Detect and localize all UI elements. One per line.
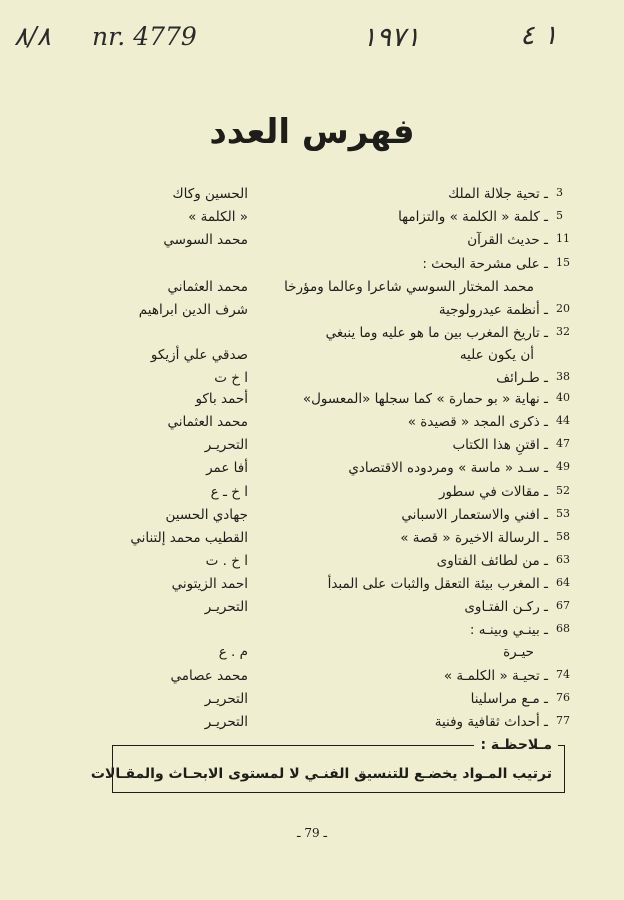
toc-row [0,599,624,621]
toc-row [0,530,624,552]
toc-article-title: ـ من لطائف الفتاوى [436,553,548,569]
toc-page-number: 63 [556,553,570,566]
note-text: ترتيب المـواد يخضـع للتنسيق الفنـي لا لمستوى الابحـاث والمقـالات [90,766,552,782]
handwritten-mark-left: ٨/٨ [14,22,51,52]
toc-page-number: 58 [556,530,570,543]
toc-page-number: 76 [556,691,570,704]
toc-article-title: ـ على مشرحة البحث : [422,256,548,272]
toc-page-number: 64 [556,576,570,589]
toc-article-title: ـ سـد « ماسة » ومردوده الاقتصادي [348,460,548,476]
toc-page-number: 53 [556,507,570,520]
toc-author: أفا عمر [206,460,248,476]
page-number: ـ 79 ـ [297,826,327,840]
toc-author: ا خ ت [214,370,248,386]
toc-article-title: ـ تاريخ المغرب بين ما هو عليه وما ينبغي [325,325,548,341]
toc-page-number: 52 [556,484,570,497]
toc-author: الحسين وكاك [172,186,248,202]
toc-page-number: 38 [556,370,570,383]
toc-row [0,644,624,666]
toc-author: ا خ ـ ع [210,484,248,500]
toc-page-number: 68 [556,622,570,635]
toc-author: التحريـر [204,437,248,453]
toc-row [0,576,624,598]
toc-row [0,347,624,369]
handwritten-mark-right: ١ ٤ [520,20,558,51]
toc-page-number: 49 [556,460,570,473]
toc-article-title: ـ افني والاستعمار الاسباني [401,507,548,523]
toc-article-title: ـ كلمة « الكلمة » والتزامها [398,209,548,225]
toc-article-title: ـ اقتنِ هذا الكتاب [452,437,548,453]
toc-row [0,232,624,254]
toc-page-number: 5 [556,209,563,222]
toc-page-number: 44 [556,414,570,427]
toc-page-number: 20 [556,302,570,315]
toc-article-title: محمد المختار السوسي شاعرا وعالما ومؤرخا [284,279,534,295]
toc-row [0,507,624,529]
toc-author: القطيب محمد إلتناني [130,530,248,546]
toc-author: شرف الدين ابراهيم [138,302,248,318]
toc-article-title: ـ بينـي وبينـه : [469,622,548,638]
toc-row [0,325,624,347]
toc-row [0,256,624,278]
toc-row [0,414,624,436]
toc-page-number: 74 [556,668,570,681]
toc-row [0,209,624,231]
toc-author: محمد عصامي [170,668,248,684]
toc-article-title: ـ أحداث ثقافية وفنية [434,714,548,730]
toc-article-title: ـ مقالات في سطور [439,484,548,500]
toc-row [0,186,624,208]
toc-author: صدقي علي أزيكو [150,347,248,363]
toc-page-number: 32 [556,325,570,338]
toc-author: « الكلمة » [188,209,248,225]
toc-article-title: حيـرة [503,644,534,660]
toc-page-number: 77 [556,714,570,727]
page-title: فهرس العدد [209,112,415,152]
toc-article-title: ـ ذكرى المجد « قصيدة » [407,414,548,430]
note-label: مـلاحظـة : [474,737,558,753]
toc-author: التحريـر [204,599,248,615]
toc-page-number: 67 [556,599,570,612]
toc-article-title: أن يكون عليه [459,347,534,363]
toc-author: محمد العثماني [167,414,248,430]
toc-row [0,370,624,392]
toc-article-title: ـ ركـن الفتـاوى [464,599,548,615]
toc-page-number: 40 [556,391,570,404]
toc-row [0,553,624,575]
toc-author: ا خ . ت [205,553,248,569]
toc-page-number: 3 [556,186,563,199]
toc-author: محمد السوسي [163,232,248,248]
toc-author: محمد العثماني [167,279,248,295]
toc-author: م . ع [218,644,248,660]
toc-row [0,668,624,690]
toc-row [0,391,624,413]
toc-row [0,437,624,459]
toc-article-title: ـ مـع مراسلينا [470,691,548,707]
toc-page-number: 15 [556,256,570,269]
toc-page-number: 11 [556,232,570,245]
toc-article-title: ـ تحيـة « الكلمـة » [443,668,548,684]
handwritten-reference-number: nr. 4779 [92,22,197,51]
toc-author: التحريـر [204,691,248,707]
toc-article-title: ـ حديث القرآن [467,232,548,248]
toc-article-title: ـ أنظمة عيدرولوجية [438,302,548,318]
toc-article-title: ـ نهاية « بو حمارة » كما سجلها «المعسول» [302,391,548,407]
toc-row [0,714,624,736]
toc-article-title: ـ طـرائف [496,370,548,386]
toc-page-number: 47 [556,437,570,450]
toc-row [0,302,624,324]
toc-row [0,460,624,482]
toc-row [0,279,624,301]
toc-row [0,622,624,644]
toc-article-title: ـ تحية جلالة الملك [448,186,548,202]
toc-author: جهادي الحسين [165,507,248,523]
toc-row [0,484,624,506]
toc-author: التحريـر [204,714,248,730]
toc-article-title: ـ الرسالة الاخيرة « قصة » [400,530,548,546]
toc-row [0,691,624,713]
handwritten-year: ١٩٧١ [362,22,421,53]
toc-author: احمد الزيتوني [171,576,248,592]
toc-article-title: ـ المغرب بيئة التعقل والثبات على المبدأ [327,576,548,592]
toc-author: أحمد باكو [195,391,248,407]
